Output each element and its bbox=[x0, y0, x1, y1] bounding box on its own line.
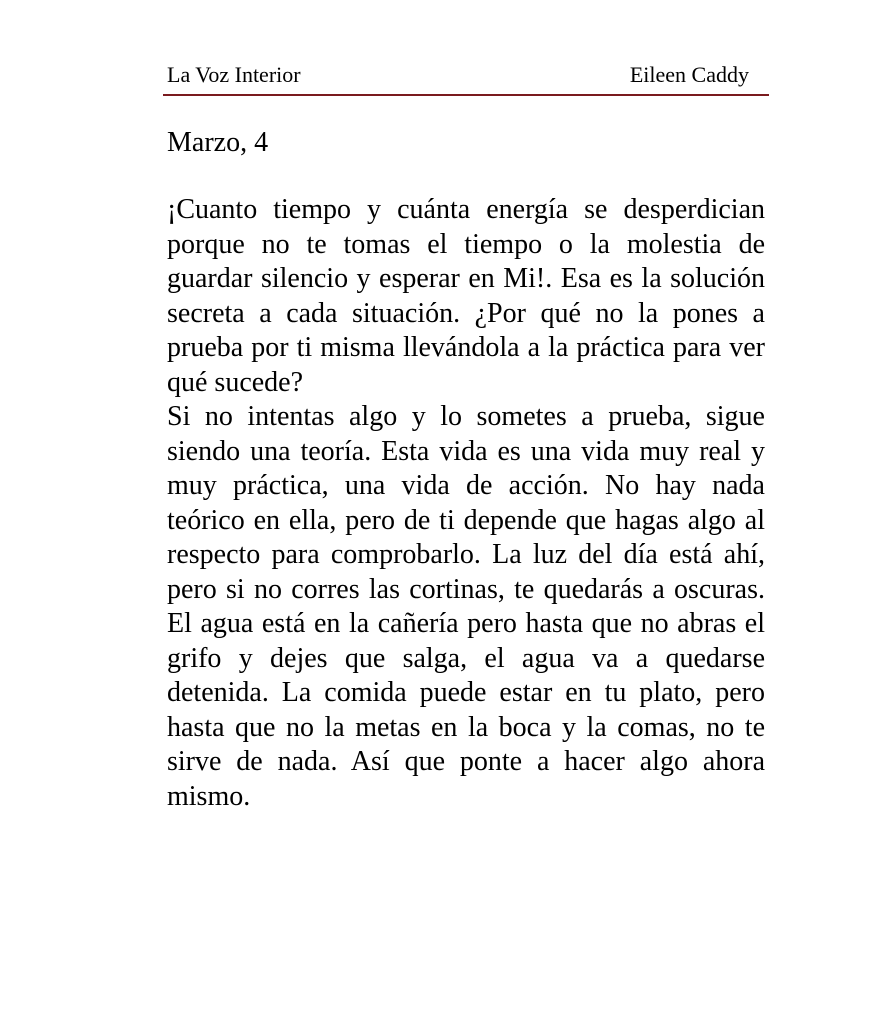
running-header bbox=[163, 58, 769, 96]
paragraph-1: ¡Cuanto tiempo y cuánta energía se desperdician porque no te tomas el tiempo o la molestia de guardar silencio y esperar en Mi!. Esa es la solución secreta a cada situación. ¿Por qué no la pones a prueba por ti misma llevándola a la práctica para ver qué sucede? bbox=[167, 194, 765, 398]
entry-body bbox=[167, 193, 765, 814]
header-author: Eileen Caddy bbox=[629, 62, 749, 87]
header-book-title: La Voz Interior bbox=[167, 62, 301, 87]
paragraph-2: Si no intentas algo y lo sometes a prueba, sigue siendo una teoría. Esta vida es una vida muy real y muy práctica, una vida de acción. No hay nada teórico en ella, pero de ti depende que hagas algo al respecto para comprobarlo. La luz del día está ahí, pero si no corres las cortinas, te quedarás a oscuras. El agua está en la cañería pero hasta que no abras el grifo y dejes que salga, el agua va a quedarse detenida. La comida puede estar en tu plato, pero hasta que no la metas en la boca y la comas, no te sirve de nada. Así que ponte a hacer algo ahora mismo. bbox=[167, 401, 765, 812]
entry-date: Marzo, 4 bbox=[167, 127, 269, 158]
